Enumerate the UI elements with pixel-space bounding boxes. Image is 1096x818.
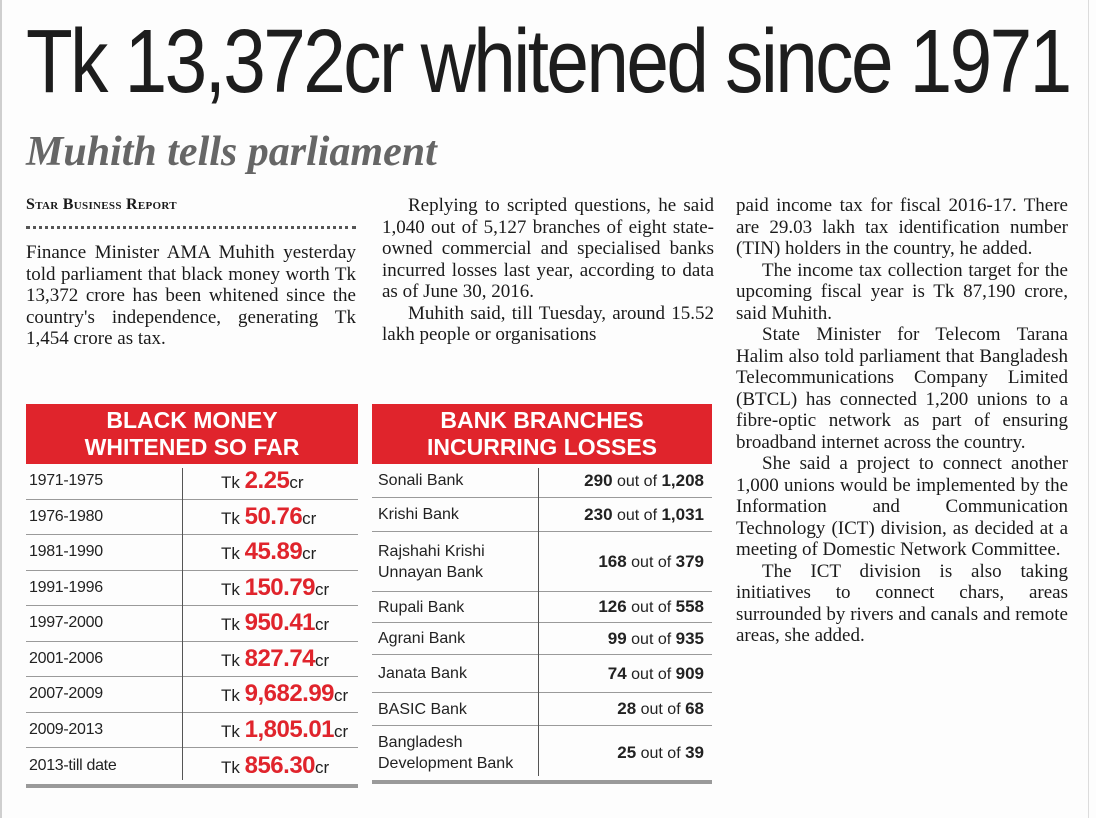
paragraph: paid income tax for fiscal 2016-17. There are 29.03 lakh tax identification number (TIN) holders in the country, he added. [736,195,1068,259]
loss-branches: 168 [598,551,627,571]
paragraph: Muhith said, till Tuesday, around 15.52 lakh people or organisations [382,302,714,345]
period-cell: 2009-2013 [29,720,103,738]
out-of-text: out of [626,630,676,648]
article-column-1 [26,242,356,350]
amount-cell [185,609,329,637]
branch-ratio-cell [528,505,712,525]
page-edge-right [1088,0,1089,818]
total-branches: 935 [675,628,704,648]
table-row [26,571,358,607]
loss-branches: 25 [617,743,637,762]
total-branches: 1,031 [661,504,704,524]
column-divider [538,468,539,776]
unit-suffix: cr [315,757,330,777]
table-row [26,642,358,678]
branch-ratio-cell [528,664,712,684]
table-title-line: WHITENED SO FAR [84,434,300,460]
total-branches: 68 [685,699,704,718]
bank-name-cell: Rupali Bank [378,598,465,616]
total-branches: 379 [675,551,704,571]
total-branches: 558 [675,597,704,616]
table-row [372,464,712,498]
branch-ratio-cell [528,743,712,763]
black-money-table [26,404,358,788]
bank-name-cell: Rajshahi Krishi Unnayan Bank [378,542,485,581]
currency-prefix: Tk [221,508,245,528]
out-of-text: out of [626,599,676,616]
table-row [26,677,358,713]
table-row [26,535,358,571]
paragraph: The income tax collection target for the upcoming fiscal year is Tk 87,190 crore, said Muhith. [736,259,1068,324]
byline-rule [26,226,356,229]
amount-value: 150.79 [244,573,316,601]
out-of-text: out of [626,665,676,683]
amount-cell [185,752,329,780]
table-title-line: BANK BRANCHES [440,407,644,433]
loss-branches: 126 [598,597,627,616]
period-cell: 2013-till date [29,756,117,774]
amount-cell [185,467,304,495]
loss-branches: 28 [617,699,637,718]
amount-cell [185,574,329,602]
out-of-text: out of [612,472,662,490]
article-column-2 [382,195,714,346]
bank-branches-table [372,404,712,784]
paragraph: The ICT division is also taking initiatives to connect chars, areas surrounded by rivers and canals and remote areas, she added. [736,560,1068,646]
total-branches: 39 [685,743,704,762]
bank-name-cell: Krishi Bank [378,506,459,523]
unit-suffix: cr [315,615,330,635]
period-cell: 2007-2009 [29,685,103,703]
branch-ratio-cell [528,471,712,491]
amount-cell [185,716,348,744]
table-row [372,592,712,623]
bank-table-header [372,404,712,464]
table-row [372,693,712,726]
table-row [26,606,358,642]
table-row [372,726,712,780]
unit-suffix: cr [302,508,317,528]
amount-value: 950.41 [244,609,316,637]
amount-value: 1,805.01 [244,715,335,743]
total-branches: 1,208 [661,470,704,490]
paragraph: She said a project to connect another 1,000 unions would be implemented by the Information and Communication Technology (ICT) division, as decided at a meeting of Domestic Network Committee. [736,453,1068,560]
unit-suffix: cr [289,473,304,493]
currency-prefix: Tk [221,579,245,599]
column-divider [182,468,183,780]
period-cell: 2001-2006 [29,649,103,667]
out-of-text: out of [626,553,676,571]
amount-value: 2.25 [244,467,290,495]
article-column-3 [736,195,1068,647]
page-edge-left [0,0,2,818]
amount-value: 827.74 [244,644,316,672]
unit-suffix: cr [315,650,330,670]
currency-prefix: Tk [221,757,245,777]
bank-table-body [372,464,712,784]
amount-cell [185,680,348,708]
unit-suffix: cr [315,579,330,599]
unit-suffix: cr [334,686,349,706]
currency-prefix: Tk [221,650,245,670]
table-row [26,500,358,536]
paragraph: Replying to scripted questions, he said 1,040 out of 5,127 branches of eight state-owned commercial and specialised banks incurred losses last year, according to data as of June 30, 2016. [382,195,714,302]
byline: Star Business Report [26,196,177,213]
currency-prefix: Tk [221,473,245,493]
branch-ratio-cell [528,629,712,649]
loss-branches: 99 [607,628,627,648]
branch-ratio-cell [528,597,712,617]
period-cell: 1976-1980 [29,507,103,525]
bank-name-cell: Agrani Bank [378,630,466,647]
table-title-line: INCURRING LOSSES [426,434,658,460]
currency-prefix: Tk [221,544,245,564]
currency-prefix: Tk [221,721,245,741]
table-row [372,655,712,693]
table-title-line: BLACK MONEY [106,407,278,433]
period-cell: 1997-2000 [29,614,103,632]
bank-name-cell: Bangladesh Development Bank [378,734,514,772]
branch-ratio-cell [528,699,712,719]
table-row [26,464,358,500]
amount-value: 9,682.99 [244,680,335,708]
bank-name-cell: BASIC Bank [378,700,467,718]
amount-cell [185,538,316,566]
table-row [26,748,358,784]
amount-value: 856.30 [244,751,316,779]
table-row [372,623,712,655]
table-row [372,498,712,532]
out-of-text: out of [636,701,686,718]
paragraph: State Minister for Telecom Tarana Halim also told parliament that Bangladesh Telecommunications Company Limited (BTCL) has connected 1,200 unions to a fibre-optic network as part of ensuring broadband internet across the country. [736,324,1068,453]
amount-cell [185,503,316,531]
table-row [372,532,712,592]
out-of-text: out of [612,506,662,524]
subheadline: Muhith tells parliament [26,129,437,175]
table-row [26,713,358,749]
bank-name-cell: Sonali Bank [378,472,464,489]
amount-cell [185,645,329,673]
unit-suffix: cr [334,721,349,741]
paragraph: Finance Minister AMA Muhith yesterday told parliament that black money worth Tk 13,372 crore has been whitened since the country's independence, generating Tk 1,454 crore as tax. [26,242,356,349]
period-cell: 1991-1996 [29,578,103,596]
period-cell: 1981-1990 [29,543,103,561]
currency-prefix: Tk [221,686,245,706]
amount-value: 50.76 [244,502,303,530]
bank-name-cell: Janata Bank [378,665,467,682]
headline: Tk 13,372cr whitened since 1971 [26,12,1070,112]
total-branches: 909 [675,663,704,683]
loss-branches: 74 [607,663,627,683]
period-cell: 1971-1975 [29,472,103,490]
black-money-table-header [26,404,358,464]
loss-branches: 290 [584,470,613,490]
currency-prefix: Tk [221,615,245,635]
amount-value: 45.89 [244,538,303,566]
branch-ratio-cell [528,552,712,572]
black-money-table-body [26,464,358,788]
out-of-text: out of [636,745,686,762]
unit-suffix: cr [302,544,317,564]
loss-branches: 230 [584,504,613,524]
